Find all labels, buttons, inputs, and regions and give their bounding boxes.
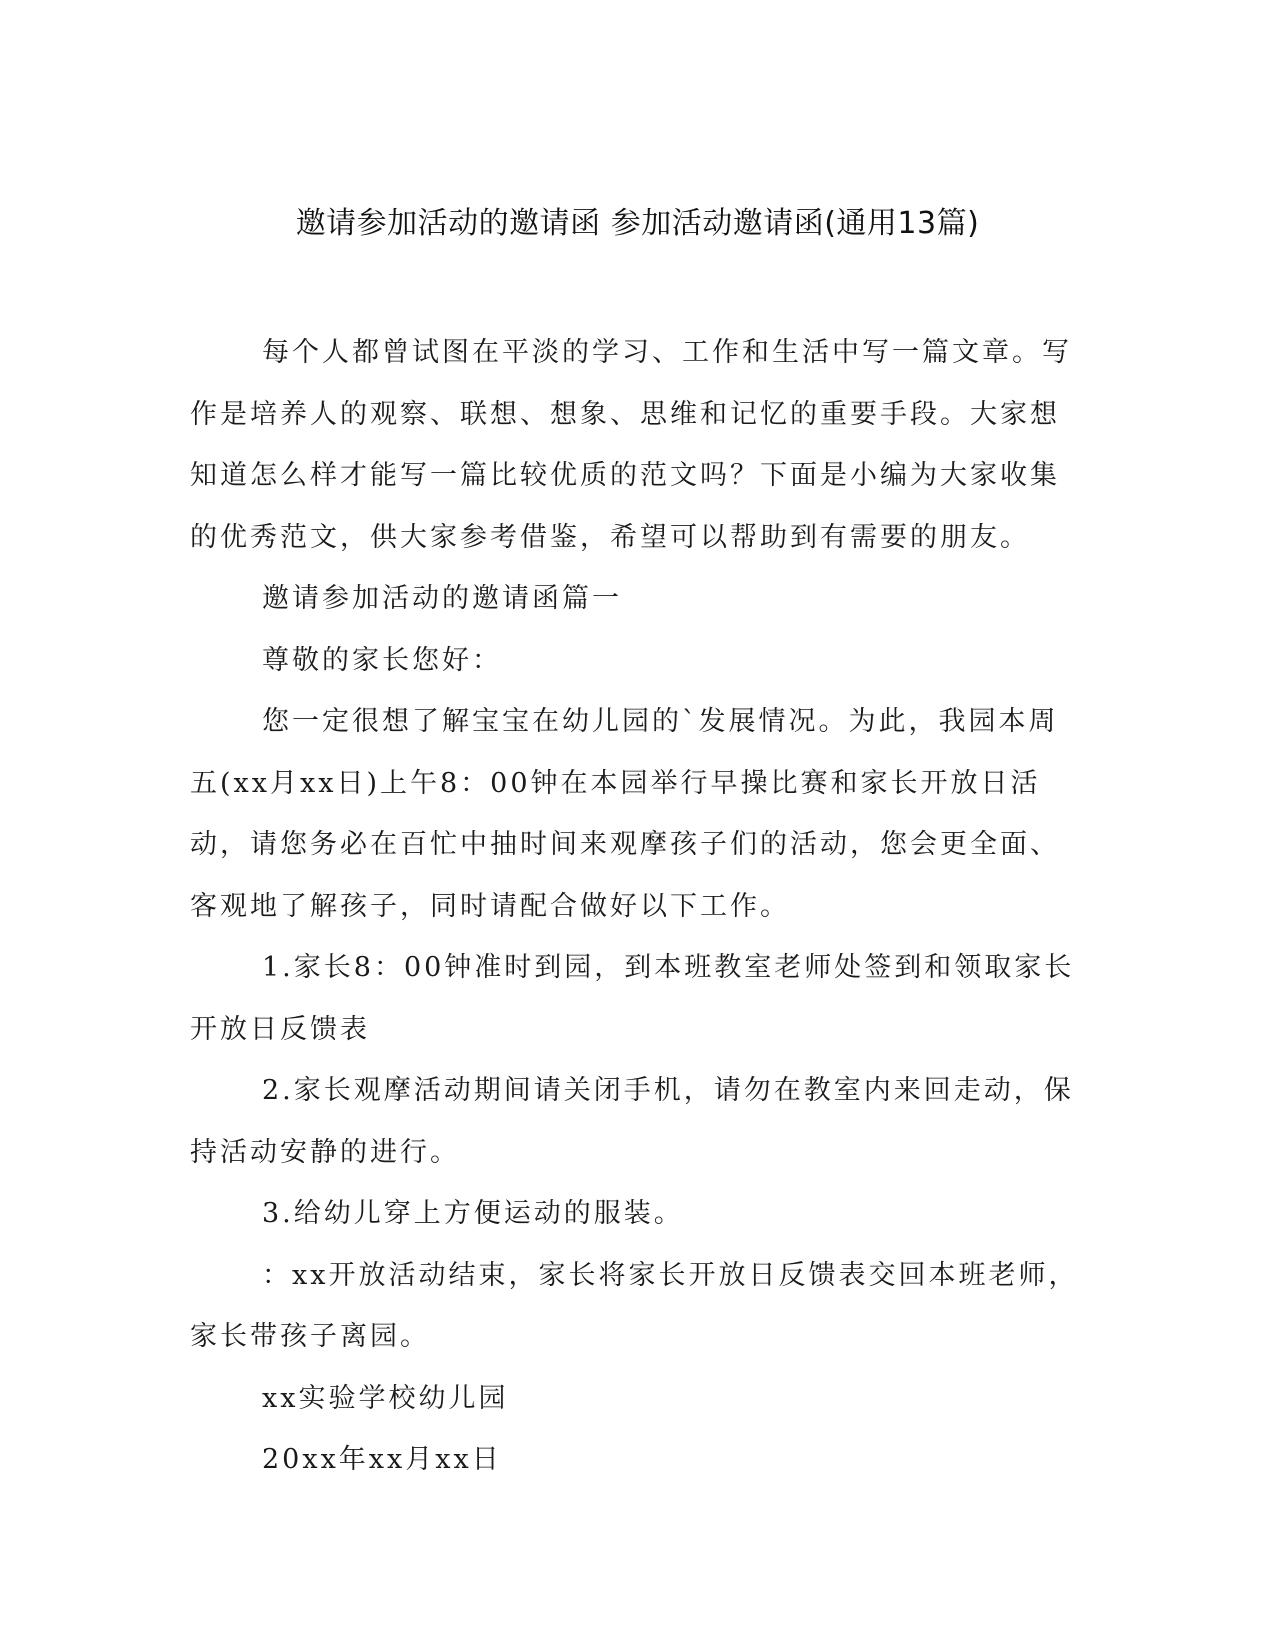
signature-org: xx实验学校幼儿园	[262, 1382, 509, 1414]
salutation: 尊敬的家长您好：	[262, 644, 502, 676]
list-item: 1.家长8：00钟准时到园，到本班教室老师处签到和领取家长开放日反馈表	[190, 952, 1075, 1045]
list-item: 2.家长观摩活动期间请关闭手机，请勿在教室内来回走动，保持活动安静的进行。	[190, 1075, 1074, 1168]
signature-date: 20xx年xx月xx日	[262, 1444, 502, 1475]
document-title: 邀请参加活动的邀请函 参加活动邀请函(通用13篇)	[295, 206, 980, 241]
document-body	[190, 322, 1080, 1491]
list-item: 3.给幼儿穿上方便运动的服装。	[262, 1198, 684, 1229]
body-paragraph: ：xx开放活动结束，家长将家长开放日反馈表交回本班老师，家长带孩子离园。	[190, 1259, 1079, 1352]
section-heading: 邀请参加活动的邀请函篇一	[262, 583, 622, 614]
body-paragraph: 您一定很想了解宝宝在幼儿园的`发展情况。为此，我园本周五(xx月xx日)上午8：00钟在本园举行早操比赛和家长开放日活动，请您务必在百忙中抽时间来观摩孩子们的活动，您会更全面、客观地了解孩子，同时请配合做好以下工作。	[190, 706, 1060, 922]
intro-paragraph: 每个人都曾试图在平淡的学习、工作和生活中写一篇文章。写作是培养人的观察、联想、想象、思维和记忆的重要手段。大家想知道怎么样才能写一篇比较优质的范文吗？下面是小编为大家收集的优秀范文，供大家参考借鉴，希望可以帮助到有需要的朋友。	[190, 337, 1072, 553]
